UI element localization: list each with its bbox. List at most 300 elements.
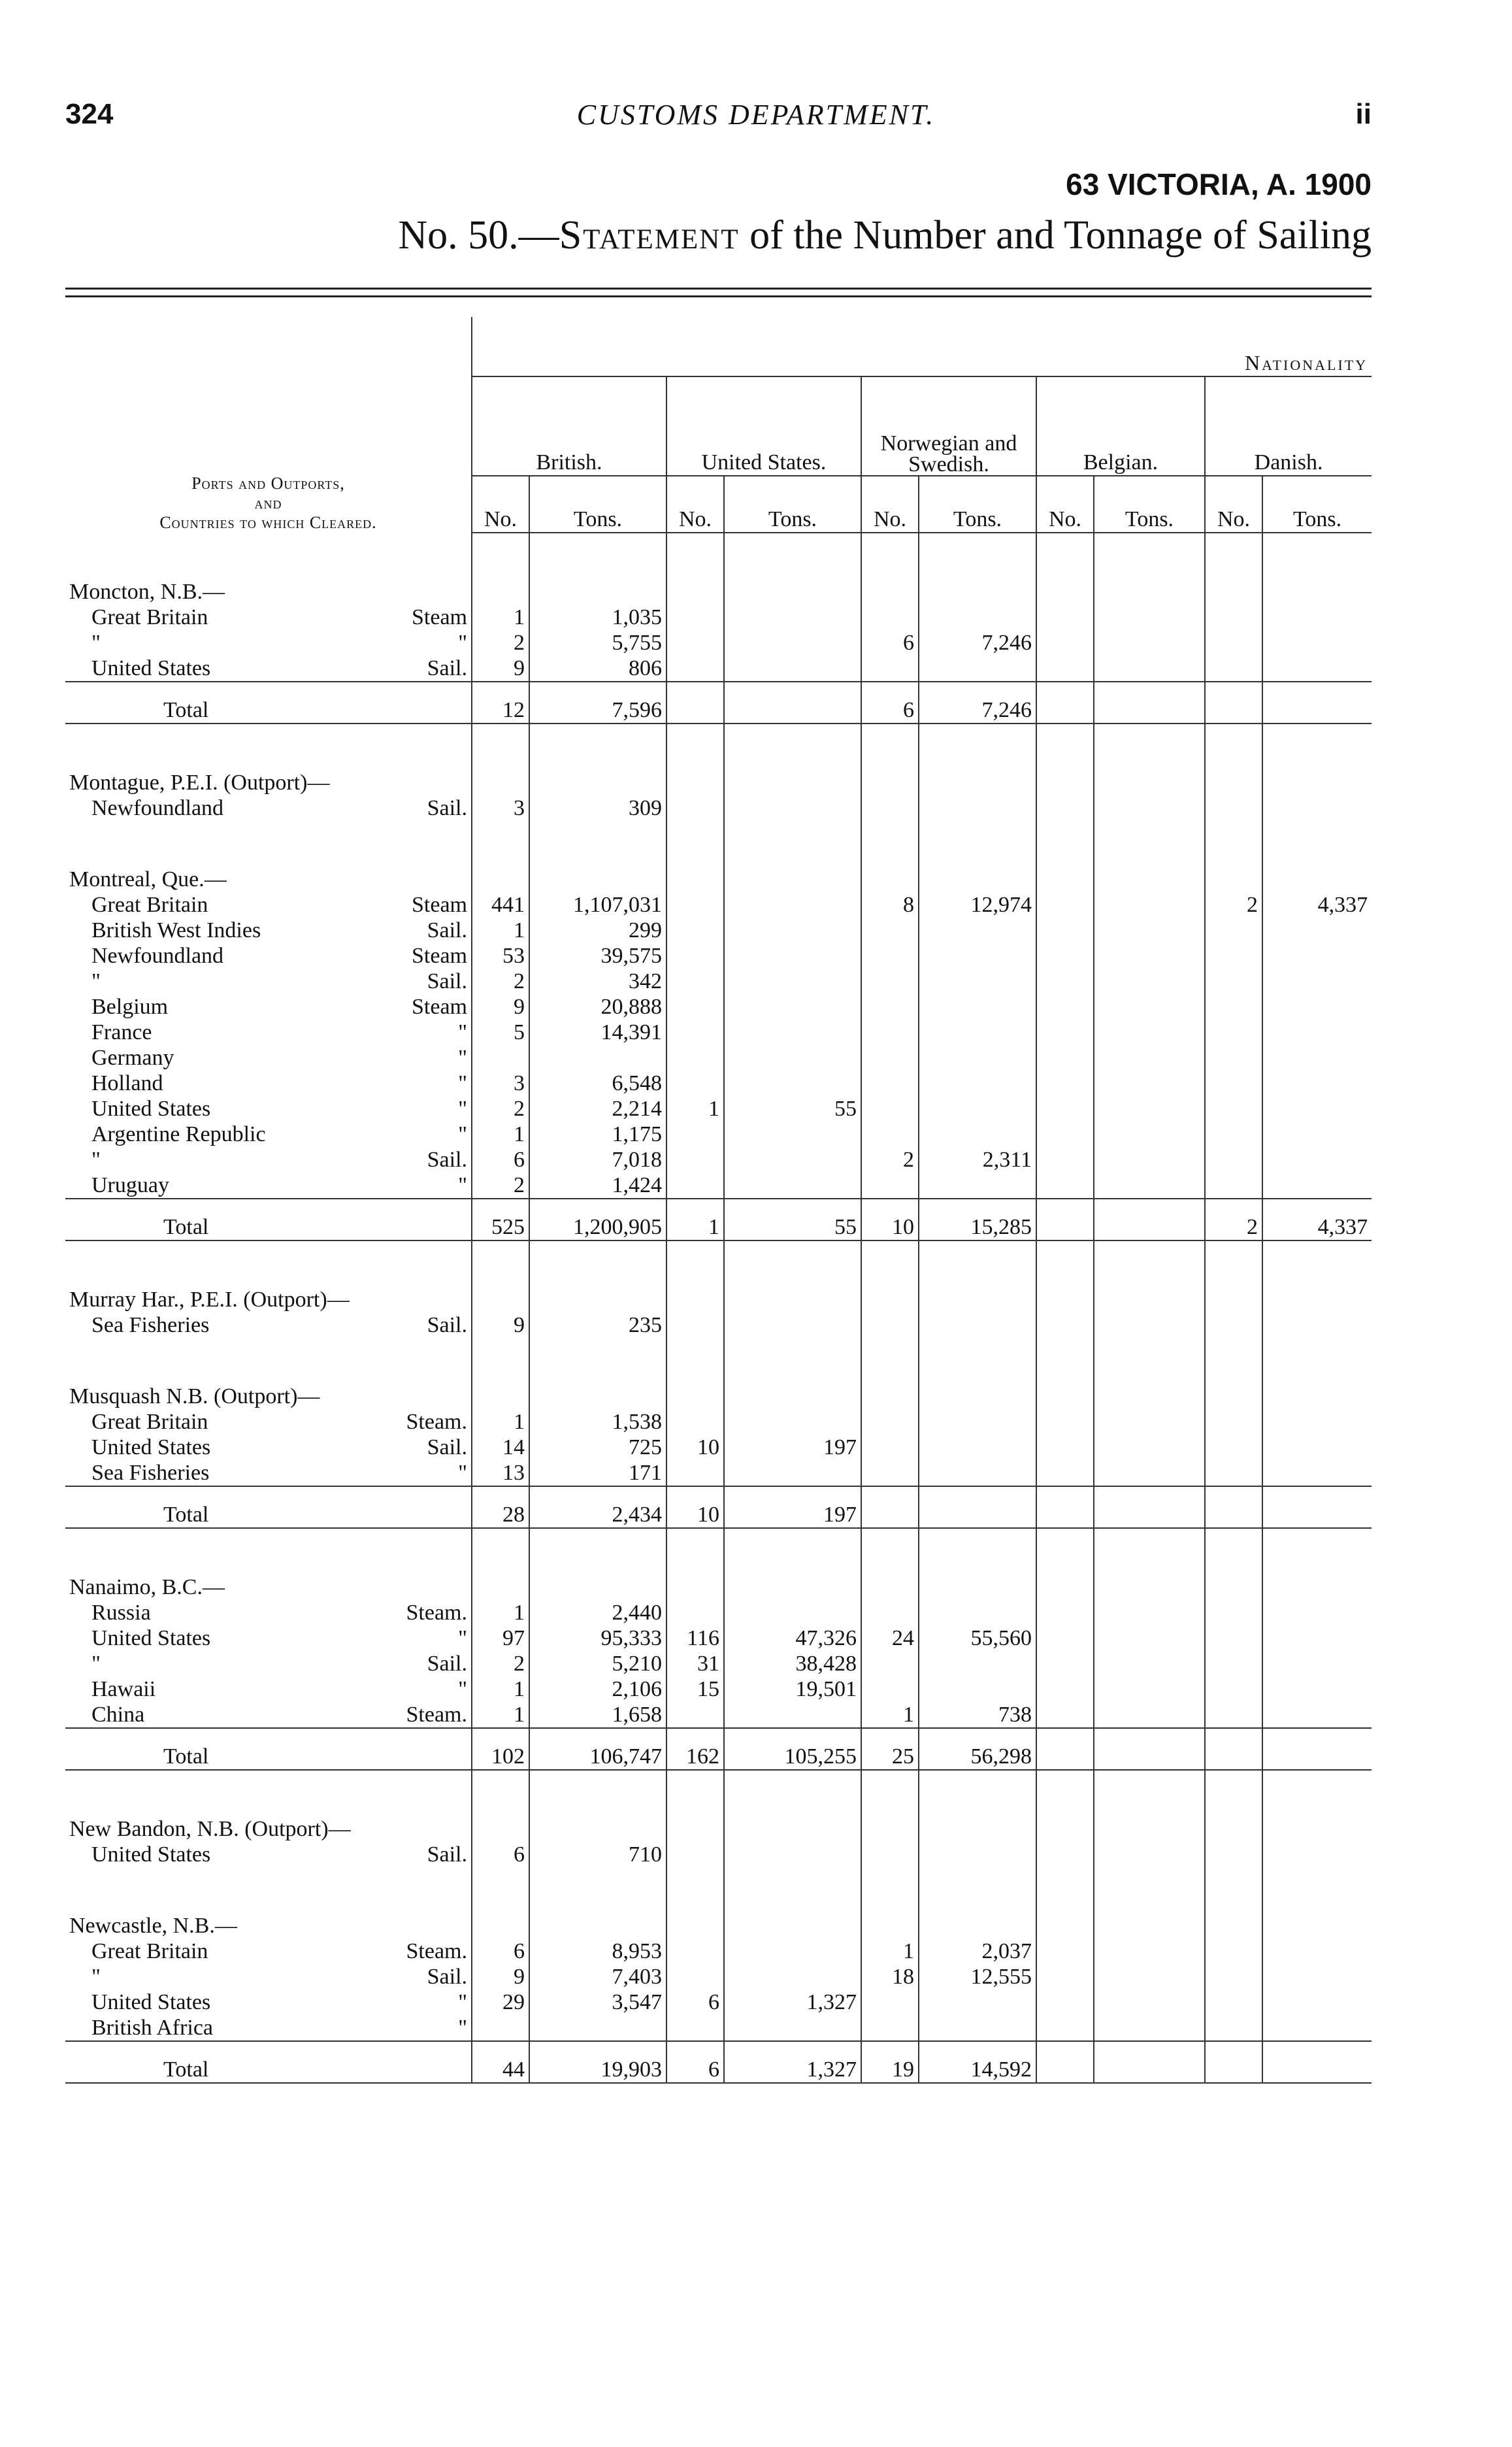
tons-cell [1094, 2041, 1205, 2083]
port-header-row [65, 1913, 1372, 1939]
table-row [65, 892, 1372, 918]
country-cell [65, 1460, 472, 1486]
count-cell [1036, 2015, 1094, 2041]
tons-cell [919, 1600, 1036, 1625]
tons-cell [1094, 605, 1205, 630]
count-cell [666, 1312, 724, 1338]
table-row [65, 1122, 1372, 1147]
count-cell: 1 [472, 918, 529, 943]
tons-cell [1094, 1600, 1205, 1625]
double-rule-bottom [65, 295, 1372, 297]
country-cell [65, 1842, 472, 1867]
count-cell [1205, 682, 1262, 724]
country-name: United States [91, 656, 211, 680]
tons-cell: 2,214 [529, 1096, 666, 1122]
count-cell [861, 1460, 919, 1486]
country-cell [65, 1651, 472, 1676]
tons-cell [1094, 1486, 1205, 1528]
table-row [65, 1173, 1372, 1199]
count-cell [1036, 994, 1094, 1020]
count-cell [472, 1045, 529, 1071]
count-cell: 44 [472, 2041, 529, 2083]
tons-cell [1262, 1435, 1372, 1460]
port-header-row [65, 579, 1372, 605]
country-name: Newfoundland [91, 944, 224, 968]
tons-cell [724, 656, 861, 682]
table-row [65, 1600, 1372, 1625]
subhead-no: No. [1205, 476, 1262, 533]
count-cell [1036, 656, 1094, 682]
count-cell [666, 994, 724, 1020]
vessel-type: Sail. [427, 918, 467, 942]
count-cell [1205, 1989, 1262, 2015]
country-cell [65, 605, 472, 630]
tons-cell: 2,311 [919, 1147, 1036, 1173]
port-name: Nanaimo, B.C.— [65, 1574, 472, 1600]
count-cell [1036, 1173, 1094, 1199]
tons-cell [1262, 605, 1372, 630]
country-name: British West Indies [91, 918, 261, 942]
vessel-type: " [458, 1461, 467, 1485]
spacer-row [65, 1770, 1372, 1816]
count-cell: 525 [472, 1199, 529, 1240]
tons-cell: 19,501 [724, 1676, 861, 1702]
tons-cell: 56,298 [919, 1728, 1036, 1770]
count-cell [666, 1600, 724, 1625]
count-cell [861, 1600, 919, 1625]
country-name: Great Britain [91, 1410, 208, 1434]
tons-cell [1262, 1409, 1372, 1435]
count-cell [1205, 1071, 1262, 1096]
table-row [65, 1939, 1372, 1964]
tons-cell [724, 943, 861, 969]
count-cell: 25 [861, 1728, 919, 1770]
tons-cell [919, 994, 1036, 1020]
vessel-type: " [458, 1677, 467, 1701]
count-cell [1205, 969, 1262, 994]
table-row [65, 1676, 1372, 1702]
tons-cell [1094, 1728, 1205, 1770]
tons-cell [1094, 1173, 1205, 1199]
tons-cell: 47,326 [724, 1625, 861, 1651]
vessel-type: " [458, 1071, 467, 1095]
country-cell [65, 1939, 472, 1964]
tons-cell [919, 969, 1036, 994]
table-row [65, 1435, 1372, 1460]
tons-cell [724, 1071, 861, 1096]
count-cell [666, 1045, 724, 1071]
tons-cell [1262, 918, 1372, 943]
tons-cell: 4,337 [1262, 1199, 1372, 1240]
tons-cell [919, 1486, 1036, 1528]
tons-cell: 105,255 [724, 1728, 861, 1770]
count-cell [1205, 1676, 1262, 1702]
tons-cell [1094, 1460, 1205, 1486]
tons-cell [1262, 1625, 1372, 1651]
count-cell [1036, 1199, 1094, 1240]
tons-cell: 8,953 [529, 1939, 666, 1964]
count-cell [1205, 1460, 1262, 1486]
tons-cell: 1,200,905 [529, 1199, 666, 1240]
count-cell [1205, 1435, 1262, 1460]
country-cell [65, 969, 472, 994]
tons-cell: 710 [529, 1842, 666, 1867]
count-cell [861, 1676, 919, 1702]
count-cell: 9 [472, 1312, 529, 1338]
tons-cell [1094, 1199, 1205, 1240]
country-cell [65, 1173, 472, 1199]
count-cell [861, 1045, 919, 1071]
table-row [65, 1625, 1372, 1651]
tons-cell [724, 1147, 861, 1173]
ports-header-line-2: and [254, 493, 282, 512]
tons-cell: 6,548 [529, 1071, 666, 1096]
tons-cell [724, 1842, 861, 1867]
count-cell [1036, 1702, 1094, 1728]
tons-cell: 3,547 [529, 1989, 666, 2015]
count-cell [1205, 1122, 1262, 1147]
country-cell [65, 994, 472, 1020]
country-cell [65, 1096, 472, 1122]
subhead-no: No. [861, 476, 919, 533]
tons-cell [919, 795, 1036, 821]
count-cell [1205, 2041, 1262, 2083]
table-row [65, 1096, 1372, 1122]
count-cell [1205, 1939, 1262, 1964]
count-cell [666, 1173, 724, 1199]
tons-cell [724, 1964, 861, 1989]
country-name: United States [91, 1435, 211, 1459]
count-cell: 10 [861, 1199, 919, 1240]
port-name: Moncton, N.B.— [65, 579, 472, 605]
port-header-row [65, 867, 1372, 892]
count-cell [861, 1020, 919, 1045]
title-number: No. 50.— [398, 213, 559, 258]
tons-cell [1262, 1096, 1372, 1122]
country-name: France [91, 1020, 152, 1044]
country-cell [65, 1964, 472, 1989]
tons-cell [919, 1842, 1036, 1867]
total-label: Total [65, 1728, 472, 1770]
count-cell: 1 [861, 1939, 919, 1964]
count-cell [1036, 1939, 1094, 1964]
count-cell [1205, 656, 1262, 682]
tons-cell: 171 [529, 1460, 666, 1486]
tons-cell [1094, 1096, 1205, 1122]
tons-cell [1094, 1676, 1205, 1702]
count-cell [1205, 1600, 1262, 1625]
tons-cell [1094, 656, 1205, 682]
vessel-type: " [458, 2016, 467, 2040]
count-cell [666, 682, 724, 724]
tons-cell: 1,424 [529, 1173, 666, 1199]
count-cell: 6 [861, 682, 919, 724]
session-line: 63 VICTORIA, A. 1900 [1066, 167, 1372, 201]
tons-cell [724, 2015, 861, 2041]
country-cell [65, 892, 472, 918]
count-cell: 441 [472, 892, 529, 918]
count-cell [1036, 630, 1094, 656]
tons-cell [1094, 630, 1205, 656]
count-cell [1036, 1728, 1094, 1770]
tons-cell [1262, 1964, 1372, 1989]
vessel-type: Sail. [427, 1313, 467, 1337]
tons-cell [724, 969, 861, 994]
total-row [65, 1728, 1372, 1770]
table-row [65, 605, 1372, 630]
country-name: British Africa [91, 2016, 214, 2040]
count-cell [1205, 2015, 1262, 2041]
count-cell: 1 [472, 1702, 529, 1728]
count-cell [1205, 1096, 1262, 1122]
country-name: United States [91, 1097, 211, 1121]
tons-cell: 197 [724, 1435, 861, 1460]
count-cell [1036, 2041, 1094, 2083]
country-cell [65, 1312, 472, 1338]
count-cell: 2 [1205, 1199, 1262, 1240]
count-cell [1036, 1486, 1094, 1528]
tons-cell [724, 892, 861, 918]
count-cell [666, 656, 724, 682]
table-row [65, 1020, 1372, 1045]
col-norwegian-swedish: Norwegian and Swedish. [861, 376, 1036, 476]
country-name: " [91, 1652, 101, 1676]
port-name: New Bandon, N.B. (Outport)— [65, 1816, 472, 1842]
port-header-row [65, 770, 1372, 795]
count-cell [1036, 969, 1094, 994]
vessel-type: Steam [412, 605, 467, 629]
count-cell [666, 1939, 724, 1964]
count-cell: 3 [472, 1071, 529, 1096]
count-cell [666, 2015, 724, 2041]
tons-cell: 39,575 [529, 943, 666, 969]
subhead-tons: Tons. [529, 476, 666, 533]
tons-cell: 1,107,031 [529, 892, 666, 918]
country-cell [65, 1071, 472, 1096]
tons-cell [724, 1409, 861, 1435]
port-name: Murray Har., P.E.I. (Outport)— [65, 1287, 472, 1312]
country-name: " [91, 1965, 101, 1989]
table-row [65, 1842, 1372, 1867]
count-cell [861, 795, 919, 821]
tons-cell [1094, 2015, 1205, 2041]
count-cell [861, 1651, 919, 1676]
col-united-states: United States. [666, 376, 861, 476]
count-cell: 9 [472, 1964, 529, 1989]
subhead-no: No. [666, 476, 724, 533]
vessel-type: " [458, 1122, 467, 1146]
country-cell [65, 1989, 472, 2015]
count-cell [1036, 1409, 1094, 1435]
tons-cell: 309 [529, 795, 666, 821]
port-name: Montague, P.E.I. (Outport)— [65, 770, 472, 795]
tons-cell: 2,440 [529, 1600, 666, 1625]
count-cell: 6 [861, 630, 919, 656]
port-header-row [65, 1384, 1372, 1409]
tons-cell [1094, 943, 1205, 969]
vessel-type: Steam [412, 893, 467, 917]
country-cell [65, 1147, 472, 1173]
tons-cell [1094, 1071, 1205, 1096]
country-cell [65, 1122, 472, 1147]
count-cell [1036, 795, 1094, 821]
spacer-row [65, 1528, 1372, 1574]
tons-cell [724, 1939, 861, 1964]
country-name: Russia [91, 1601, 151, 1625]
count-cell: 19 [861, 2041, 919, 2083]
spacer-row [65, 533, 1372, 579]
tons-cell [1262, 2041, 1372, 2083]
table-row [65, 1045, 1372, 1071]
tons-cell: 7,403 [529, 1964, 666, 1989]
count-cell: 102 [472, 1728, 529, 1770]
tons-cell [919, 1312, 1036, 1338]
table-row [65, 969, 1372, 994]
count-cell: 6 [666, 2041, 724, 2083]
count-cell [472, 2015, 529, 2041]
count-cell: 9 [472, 994, 529, 1020]
total-row [65, 2041, 1372, 2083]
count-cell: 15 [666, 1676, 724, 1702]
count-cell: 116 [666, 1625, 724, 1651]
count-cell: 29 [472, 1989, 529, 2015]
tons-cell [1262, 1676, 1372, 1702]
country-cell [65, 1045, 472, 1071]
count-cell [861, 1989, 919, 2015]
tons-cell: 7,596 [529, 682, 666, 724]
count-cell [861, 918, 919, 943]
tons-cell [919, 1045, 1036, 1071]
count-cell [666, 630, 724, 656]
count-cell [666, 1460, 724, 1486]
tons-cell [1262, 1600, 1372, 1625]
tons-cell: 1,658 [529, 1702, 666, 1728]
total-row [65, 1486, 1372, 1528]
country-name: " [91, 631, 101, 655]
tons-cell [1094, 892, 1205, 918]
tons-cell [1262, 1989, 1372, 2015]
port-header-row [65, 1816, 1372, 1842]
tons-cell [1094, 1939, 1205, 1964]
subhead-tons: Tons. [1094, 476, 1205, 533]
port-name: Montreal, Que.— [65, 867, 472, 892]
tons-cell: 1,035 [529, 605, 666, 630]
country-cell [65, 1435, 472, 1460]
ports-header-line-3: Countries to which Cleared. [159, 513, 377, 532]
country-cell [65, 2015, 472, 2041]
tons-cell: 1,538 [529, 1409, 666, 1435]
table-row [65, 2015, 1372, 2041]
port-name: Newcastle, N.B.— [65, 1913, 472, 1939]
country-cell [65, 1625, 472, 1651]
tons-cell [724, 1312, 861, 1338]
count-cell [861, 1486, 919, 1528]
count-cell: 97 [472, 1625, 529, 1651]
tons-cell [1262, 1460, 1372, 1486]
count-cell: 1 [472, 1600, 529, 1625]
tons-cell: 20,888 [529, 994, 666, 1020]
count-cell: 28 [472, 1486, 529, 1528]
tons-cell [724, 1045, 861, 1071]
country-cell [65, 1409, 472, 1435]
table-row [65, 1147, 1372, 1173]
country-cell [65, 656, 472, 682]
count-cell: 3 [472, 795, 529, 821]
tons-cell [1094, 1409, 1205, 1435]
table-row [65, 918, 1372, 943]
count-cell [861, 1312, 919, 1338]
count-cell [1036, 1842, 1094, 1867]
table-row [65, 1409, 1372, 1435]
tons-cell [1262, 943, 1372, 969]
count-cell [1036, 1989, 1094, 2015]
count-cell: 24 [861, 1625, 919, 1651]
count-cell [861, 2015, 919, 2041]
count-cell [666, 1147, 724, 1173]
table-row [65, 1989, 1372, 2015]
count-cell [1036, 1045, 1094, 1071]
tons-cell: 2,037 [919, 1939, 1036, 1964]
count-cell [1205, 1702, 1262, 1728]
tons-cell [1262, 1020, 1372, 1045]
count-cell [861, 1435, 919, 1460]
tons-cell: 95,333 [529, 1625, 666, 1651]
country-name: United States [91, 1626, 211, 1650]
count-cell: 6 [666, 1989, 724, 2015]
count-cell: 6 [472, 1842, 529, 1867]
country-cell [65, 795, 472, 821]
count-cell: 2 [861, 1147, 919, 1173]
vessel-type: Sail. [427, 1148, 467, 1172]
country-name: " [91, 969, 101, 993]
tons-cell: 12,555 [919, 1964, 1036, 1989]
tons-cell: 12,974 [919, 892, 1036, 918]
count-cell [861, 1122, 919, 1147]
count-cell: 5 [472, 1020, 529, 1045]
tons-cell [724, 918, 861, 943]
count-cell [1205, 1728, 1262, 1770]
count-cell: 2 [472, 1096, 529, 1122]
count-cell [1205, 630, 1262, 656]
count-cell [666, 1702, 724, 1728]
tons-cell [1262, 1122, 1372, 1147]
col-british: British. [472, 376, 666, 476]
count-cell [1205, 1312, 1262, 1338]
tons-cell: 5,210 [529, 1651, 666, 1676]
tons-cell [919, 656, 1036, 682]
country-name: Germany [91, 1046, 174, 1070]
country-name: Hawaii [91, 1677, 156, 1701]
vessel-type: " [458, 1173, 467, 1197]
tons-cell: 7,246 [919, 630, 1036, 656]
tons-cell [919, 1460, 1036, 1486]
spacer-row [65, 1338, 1372, 1384]
country-cell [65, 1600, 472, 1625]
tons-cell [529, 2015, 666, 2041]
count-cell [1205, 605, 1262, 630]
count-cell [1036, 1651, 1094, 1676]
tons-cell [1094, 1989, 1205, 2015]
tons-cell: 55 [724, 1199, 861, 1240]
count-cell [1036, 943, 1094, 969]
vessel-type: Sail. [427, 1652, 467, 1676]
country-cell [65, 630, 472, 656]
table-row [65, 1460, 1372, 1486]
tons-cell [919, 1122, 1036, 1147]
tons-cell [724, 605, 861, 630]
country-name: Uruguay [91, 1173, 169, 1197]
count-cell [1036, 1625, 1094, 1651]
